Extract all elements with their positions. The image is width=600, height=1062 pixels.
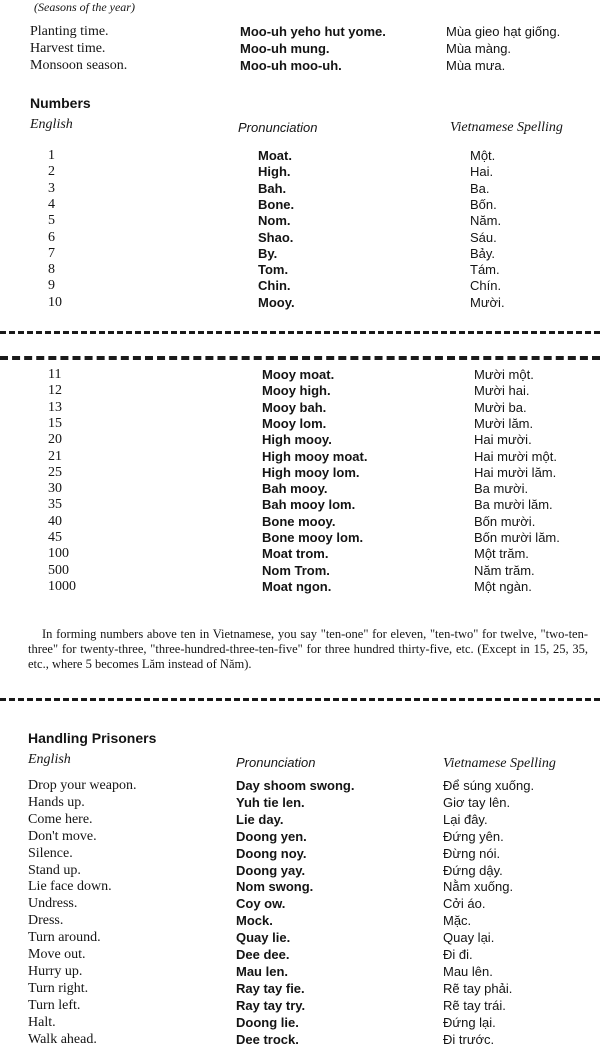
cell-english: Silence. xyxy=(28,845,73,861)
cell-vietnamese: Lại đây. xyxy=(443,811,488,827)
cell-pronunciation: Mooy moat. xyxy=(262,367,335,382)
cell-pronunciation: Bah mooy. xyxy=(262,481,328,497)
cell-english: 9 xyxy=(48,278,55,294)
cell-pronunciation: Nom Trom. xyxy=(262,562,330,578)
cell-english: Stand up. xyxy=(28,862,81,878)
cell-pronunciation: Nom. xyxy=(258,213,291,229)
cell-english: Monsoon season. xyxy=(30,58,128,73)
table-row xyxy=(0,181,600,197)
cell-vietnamese: Hai mười. xyxy=(474,432,532,448)
cell-english: Turn around. xyxy=(28,930,101,946)
cell-vietnamese: Chín. xyxy=(470,278,502,294)
table-row xyxy=(0,829,600,845)
cell-english: Drop your weapon. xyxy=(28,778,137,793)
table-row xyxy=(0,432,600,448)
table-row xyxy=(0,197,600,213)
cell-vietnamese: Mùa màng. xyxy=(446,41,512,56)
cell-pronunciation: Shao. xyxy=(258,229,294,245)
numbers-col-vietnamese: Vietnamese Spelling xyxy=(450,120,563,135)
table-row xyxy=(0,546,600,562)
table-row xyxy=(0,930,600,946)
cell-pronunciation: Doong yay. xyxy=(236,862,306,878)
cell-vietnamese: Hai. xyxy=(470,164,494,180)
cell-english: Dress. xyxy=(28,913,64,929)
cell-english: 20 xyxy=(48,432,62,448)
cell-english: Turn right. xyxy=(28,980,89,996)
cell-pronunciation: Lie day. xyxy=(236,811,284,827)
prisoners-col-pronunciation: Pronunciation xyxy=(236,755,316,770)
cell-pronunciation: Bone mooy. xyxy=(262,513,336,529)
cell-english: 21 xyxy=(48,448,62,464)
cell-english: Come here. xyxy=(28,811,93,827)
cell-vietnamese: Mặc. xyxy=(443,913,472,929)
cell-english: 1 xyxy=(48,148,55,163)
cell-pronunciation: Doong noy. xyxy=(236,845,307,861)
table-row xyxy=(0,262,600,278)
cell-pronunciation: Moat ngon. xyxy=(262,578,332,594)
cell-english: Lie face down. xyxy=(28,879,112,895)
cell-english: 3 xyxy=(48,180,55,196)
cell-english: 5 xyxy=(48,213,55,229)
table-row xyxy=(0,278,600,294)
cell-english: Walk ahead. xyxy=(28,1031,97,1047)
cell-english: 45 xyxy=(48,530,62,545)
cell-english: 8 xyxy=(48,262,55,278)
cell-vietnamese: Bốn. xyxy=(470,196,497,212)
table-row xyxy=(0,579,600,595)
cell-pronunciation: Day shoom swong. xyxy=(236,778,355,793)
cell-english: Halt. xyxy=(28,1014,56,1030)
cell-pronunciation: Moat. xyxy=(258,148,292,163)
cell-english: 12 xyxy=(48,383,62,399)
table-row xyxy=(0,295,600,311)
cell-vietnamese: Sáu. xyxy=(470,229,497,245)
cell-english: 40 xyxy=(48,513,62,529)
cell-english: 35 xyxy=(48,497,62,513)
cell-english: Turn left. xyxy=(28,997,81,1013)
cell-vietnamese: Giơ tay lên. xyxy=(443,794,511,810)
table-row xyxy=(0,367,600,383)
cell-vietnamese: Nằm xuống. xyxy=(443,879,514,895)
table-row xyxy=(0,24,600,40)
cell-vietnamese: Mười hai. xyxy=(474,383,530,399)
cell-pronunciation: High mooy moat. xyxy=(262,448,368,464)
table-row xyxy=(0,41,600,57)
cell-pronunciation: Coy ow. xyxy=(236,896,286,912)
cell-vietnamese: Mùa gieo hạt giống. xyxy=(446,24,561,39)
table-row xyxy=(0,465,600,481)
cell-vietnamese: Mười ba. xyxy=(474,399,527,415)
cell-english: 6 xyxy=(48,229,55,245)
cell-pronunciation: Doong yen. xyxy=(236,828,307,844)
cell-vietnamese: Cởi áo. xyxy=(443,896,486,912)
table-row xyxy=(0,913,600,929)
prisoners-col-vietnamese: Vietnamese Spelling xyxy=(443,756,556,771)
table-row xyxy=(0,896,600,912)
cell-vietnamese: Đứng dậy. xyxy=(443,862,503,878)
numbers-col-pronunciation: Pronunciation xyxy=(238,120,318,135)
cut-divider xyxy=(0,356,600,360)
cell-english: Move out. xyxy=(28,947,86,962)
cell-pronunciation: Moo-uh mung. xyxy=(240,41,330,56)
table-row xyxy=(0,230,600,246)
cell-english: 15 xyxy=(48,415,62,431)
cell-pronunciation: High mooy lom. xyxy=(262,464,360,480)
table-row xyxy=(0,530,600,546)
cell-vietnamese: Ba mười. xyxy=(474,481,529,497)
table-row xyxy=(0,449,600,465)
cell-vietnamese: Để súng xuống. xyxy=(443,778,535,793)
cell-english: 500 xyxy=(48,562,69,578)
cell-vietnamese: Mười. xyxy=(470,294,505,310)
cell-pronunciation: Bone mooy lom. xyxy=(262,530,364,545)
table-row xyxy=(0,1015,600,1031)
table-row xyxy=(0,795,600,811)
cell-english: 2 xyxy=(48,164,55,180)
cell-pronunciation: Mau len. xyxy=(236,963,289,979)
table-row xyxy=(0,148,600,164)
prisoners-col-english: English xyxy=(28,752,71,767)
cell-pronunciation: Moo-uh moo-uh. xyxy=(240,58,342,73)
cell-english: 100 xyxy=(48,546,69,562)
cell-pronunciation: Dee trock. xyxy=(236,1031,299,1047)
cell-pronunciation: Tom. xyxy=(258,262,289,278)
cell-vietnamese: Mau lên. xyxy=(443,963,493,979)
cell-vietnamese: Bảy. xyxy=(470,245,496,261)
table-row xyxy=(0,481,600,497)
cell-pronunciation: Nom swong. xyxy=(236,879,314,895)
cell-english: 13 xyxy=(48,399,62,415)
cell-vietnamese: Đi đi. xyxy=(443,947,473,962)
cell-english: Harvest time. xyxy=(30,41,106,56)
cell-pronunciation: Mooy lom. xyxy=(262,415,327,431)
cell-vietnamese: Ba mười lăm. xyxy=(474,497,553,513)
cell-pronunciation: Dee dee. xyxy=(236,947,290,962)
cell-english: Hurry up. xyxy=(28,963,83,979)
cell-vietnamese: Một. xyxy=(470,148,496,163)
table-row xyxy=(0,213,600,229)
cell-vietnamese: Hai mười lăm. xyxy=(474,464,557,480)
cell-vietnamese: Mùa mưa. xyxy=(446,58,506,73)
cell-english: Undress. xyxy=(28,896,78,912)
cell-pronunciation: Chin. xyxy=(258,278,291,294)
prisoners-heading: Handling Prisoners xyxy=(28,730,157,746)
cell-vietnamese: Bốn mười lăm. xyxy=(474,530,560,545)
cell-vietnamese: Đi trước. xyxy=(443,1031,495,1047)
table-row xyxy=(0,846,600,862)
cell-english: Planting time. xyxy=(30,24,109,39)
cell-english: 25 xyxy=(48,464,62,480)
table-row xyxy=(0,778,600,794)
cell-pronunciation: Bone. xyxy=(258,196,295,212)
cell-vietnamese: Đứng yên. xyxy=(443,828,504,844)
cell-pronunciation: Bah. xyxy=(258,180,287,196)
cell-pronunciation: Quay lie. xyxy=(236,930,291,946)
cell-pronunciation: High mooy. xyxy=(262,432,332,448)
table-row xyxy=(0,812,600,828)
cell-vietnamese: Bốn mười. xyxy=(474,513,536,529)
table-row xyxy=(0,998,600,1014)
cell-pronunciation: Mooy. xyxy=(258,294,295,310)
cell-vietnamese: Tám. xyxy=(470,262,500,278)
numbers-col-english: English xyxy=(30,117,73,132)
cell-vietnamese: Quay lại. xyxy=(443,930,495,946)
table-row xyxy=(0,863,600,879)
cell-vietnamese: Rẽ tay trái. xyxy=(443,997,506,1013)
cell-vietnamese: Một ngàn. xyxy=(474,578,532,594)
table-row xyxy=(0,400,600,416)
cell-pronunciation: Mock. xyxy=(236,913,273,929)
cell-vietnamese: Năm. xyxy=(470,213,502,229)
cell-pronunciation: Moo-uh yeho hut yome. xyxy=(240,24,386,39)
cell-pronunciation: Doong lie. xyxy=(236,1014,299,1030)
table-row xyxy=(0,58,600,74)
cell-pronunciation: Mooy high. xyxy=(262,383,331,399)
table-row xyxy=(0,514,600,530)
numbers-note: In forming numbers above ten in Vietnamese, you say "ten-one" for eleven, "ten-two" for twelve, "two-ten-three" for twenty-three, "three-hundred-three-ten-five" for three hundred thirty-five, etc. (Except in 15, 25, 35, etc., where 5 becomes Lăm instead of Năm). xyxy=(28,627,588,671)
cell-vietnamese: Mười lăm. xyxy=(474,415,534,431)
cell-vietnamese: Ba. xyxy=(470,180,490,196)
cell-vietnamese: Một trăm. xyxy=(474,546,529,562)
table-row xyxy=(0,947,600,963)
cell-english: 1000 xyxy=(48,578,76,594)
seasons-caption: (Seasons of the year) xyxy=(34,0,135,14)
cell-pronunciation: By. xyxy=(258,245,278,261)
cell-pronunciation: Ray tay fie. xyxy=(236,980,305,996)
cell-vietnamese: Hai mười một. xyxy=(474,448,557,464)
table-row xyxy=(0,1032,600,1048)
cell-english: 4 xyxy=(48,196,55,212)
table-row xyxy=(0,879,600,895)
cell-english: Don't move. xyxy=(28,828,97,844)
cell-pronunciation: High. xyxy=(258,164,291,180)
cut-divider xyxy=(0,331,600,334)
table-row xyxy=(0,416,600,432)
table-row xyxy=(0,246,600,262)
cell-english: 30 xyxy=(48,481,62,497)
table-row xyxy=(0,563,600,579)
cell-pronunciation: Bah mooy lom. xyxy=(262,497,356,513)
cell-vietnamese: Đừng nói. xyxy=(443,845,501,861)
cell-vietnamese: Đứng lại. xyxy=(443,1014,496,1030)
cut-divider xyxy=(0,698,600,701)
numbers-heading: Numbers xyxy=(30,95,91,111)
cell-pronunciation: Yuh tie len. xyxy=(236,794,305,810)
cell-vietnamese: Rẽ tay phải. xyxy=(443,980,513,996)
cell-english: 10 xyxy=(48,294,62,310)
cell-english: Hands up. xyxy=(28,794,85,810)
cell-pronunciation: Ray tay try. xyxy=(236,997,306,1013)
cell-english: 11 xyxy=(48,367,62,382)
cell-pronunciation: Mooy bah. xyxy=(262,399,327,415)
table-row xyxy=(0,964,600,980)
cell-vietnamese: Năm trăm. xyxy=(474,562,535,578)
table-row xyxy=(0,981,600,997)
table-row xyxy=(0,383,600,399)
cell-vietnamese: Mười một. xyxy=(474,367,534,382)
cell-english: 7 xyxy=(48,245,55,261)
table-row xyxy=(0,497,600,513)
cell-pronunciation: Moat trom. xyxy=(262,546,329,562)
table-row xyxy=(0,164,600,180)
